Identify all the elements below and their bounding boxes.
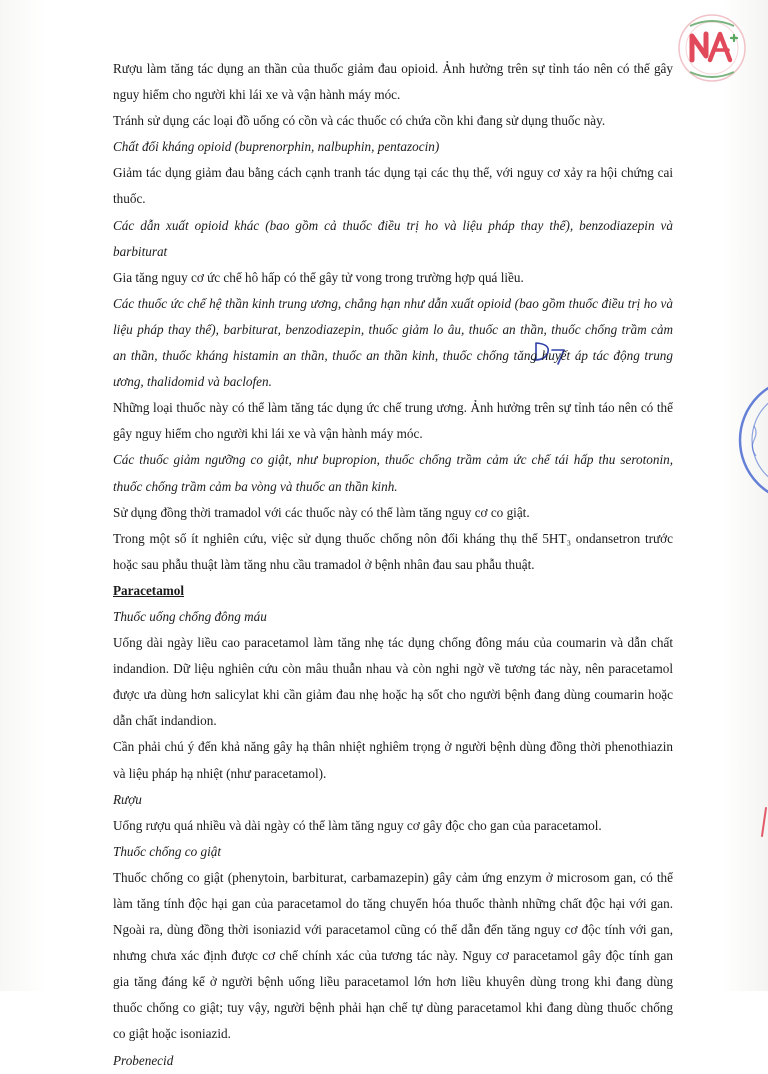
text-line: Rượu làm tăng tác dụng an thần của thuốc giảm đau opioid. Ảnh hưởng trên sự tỉnh táo nên có thể gây [113, 61, 673, 76]
subheading-line: barbiturat [113, 243, 168, 259]
brand-logo [676, 12, 748, 84]
edge-mark [758, 806, 768, 840]
text-line: Những loại thuốc này có thể làm tăng tác dụng ức chế trung ương. Ảnh hưởng trên sự tỉnh táo nên có thể [113, 400, 673, 416]
text-line: nhưng chưa xác định được cơ chế chính xác của tương tác này. Nguy cơ paracetamol gây độc tính gan [113, 948, 673, 964]
subheading-line: Chất đối kháng opioid (buprenorphin, nalbuphin, pentazocin) [113, 139, 440, 155]
text-line: nguy hiểm cho người khi lái xe và vận hành máy móc. [113, 87, 401, 103]
text-line: được ưa dùng hơn salicylat khi cần giảm đau nhẹ hoặc hạ sốt cho người bệnh đang dùng coumarin hoặc [113, 687, 673, 703]
text-line: và liệu pháp hạ nhiệt (như paracetamol). [113, 765, 327, 781]
text-line: gây nguy hiểm cho người khi lái xe và vận hành máy móc. [113, 426, 423, 442]
text-line: hoặc sau phẫu thuật làm tăng nhu cầu tramadol ở bệnh nhân đau sau phẫu thuật. [113, 556, 535, 572]
subheading-line: Rượu [113, 791, 142, 807]
section-heading: Paracetamol [113, 582, 185, 598]
subheading-line: an thần, thuốc kháng histamin an thần, thuốc an thần kinh, thuốc chống tăng huyết áp tác động trung [113, 348, 673, 364]
text-line: Trong một số ít nghiên cứu, việc sử dụng thuốc chống nôn đối kháng thụ thể 5HT₃ ondansetron trước [113, 530, 673, 546]
subheading-line: liệu pháp thay thế), barbiturat, benzodiazepin, thuốc giảm lo âu, thuốc an thần, thuốc chống trầm cảm [113, 321, 673, 337]
logo-icon [676, 12, 748, 84]
edge-mark-icon [758, 806, 768, 840]
text-line: thuốc chống co giật; tuy vậy, người bệnh phải hạn chế tự dùng paracetamol khi đang dùng thuốc chống [113, 1000, 673, 1016]
text-line: Cần phải chú ý đến khả năng gây hạ thân nhiệt nghiêm trọng ở người bệnh dùng đồng thời phenothiazin [113, 739, 673, 755]
text-line: gia tăng đáng kể ở người bệnh uống liều paracetamol lớn hơn liều khuyên dùng trong khi đang dùng [113, 974, 673, 990]
text-line: Ngoài ra, dùng đồng thời isoniazid với paracetamol cũng có thể dẫn đến tăng nguy cơ độc tính với gan, [113, 922, 673, 938]
text-line: làm tăng tính độc hại gan của paracetamol do tăng chuyển hóa thuốc thành những chất độc hại với gan. [113, 896, 673, 911]
text-line: indandion. Dữ liệu nghiên cứu còn mâu thuẫn nhau và còn nghi ngờ về tương tác này, nên paracetamol [113, 661, 673, 677]
text-line: Thuốc chống co giật (phenytoin, barbiturat, carbamazepin) gây cảm ứng enzym ở microsom gan, có thể [113, 869, 673, 885]
subheading-line: thuốc chống trầm cảm ba vòng và thuốc an thần kinh. [113, 478, 398, 494]
text-line: Sử dụng đồng thời tramadol với các thuốc này có thể làm tăng nguy cơ co giật. [113, 504, 530, 520]
subheading-line: Các thuốc ức chế hệ thần kinh trung ương, chẳng hạn như dẫn xuất opioid (bao gồm thuốc điều trị ho và [113, 295, 673, 311]
text-line: thuốc. [113, 191, 146, 207]
text-line: Uống dài ngày liều cao paracetamol làm tăng nhẹ tác dụng chống đông máu của coumarin và dẫn chất [113, 635, 673, 651]
text-line: co giật hoặc isoniazid. [113, 1026, 231, 1042]
text-line: Giảm tác dụng giảm đau bằng cách cạnh tranh tác dụng tại các thụ thể, với nguy cơ xảy ra hội chứng cai [113, 165, 673, 181]
subheading-line: Probenecid [113, 1052, 174, 1068]
text-line: Uống rượu quá nhiều và dài ngày có thể làm tăng nguy cơ gây độc cho gan của paracetamol. [113, 817, 602, 833]
text-line: dẫn chất indandion. [113, 713, 217, 729]
subheading-line: Thuốc uống chống đông máu [113, 608, 267, 624]
stamp-fragment [732, 360, 768, 520]
subheading-line: ương, thalidomid và baclofen. [113, 374, 272, 390]
stamp-icon [732, 360, 768, 520]
subheading-line: Các dẫn xuất opioid khác (bao gồm cả thuốc điều trị ho và liệu pháp thay thế), benzodiazepin và [113, 217, 673, 233]
subheading-line: Thuốc chống co giật [113, 843, 222, 859]
text-line: Gia tăng nguy cơ ức chế hô hấp có thể gây tử vong trong trường hợp quá liều. [113, 269, 524, 285]
text-line: Tránh sử dụng các loại đồ uống có cồn và các thuốc có chứa cồn khi đang sử dụng thuốc này. [113, 113, 606, 129]
document-body [113, 56, 673, 1074]
subheading-line: Các thuốc giảm ngưỡng co giật, như bupropion, thuốc chống trầm cảm ức chế tái hấp thu serotonin, [113, 452, 673, 468]
